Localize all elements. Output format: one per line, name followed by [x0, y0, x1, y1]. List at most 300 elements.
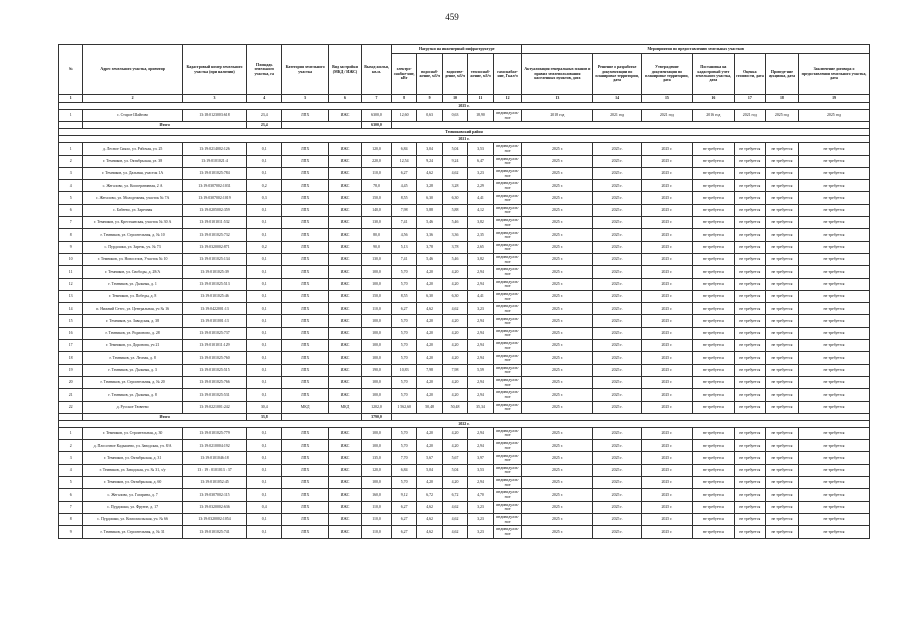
approval-cell: 2025 г. — [641, 340, 692, 352]
heat-cell: 3,23 — [468, 513, 493, 525]
column-numbers-row — [59, 95, 870, 103]
table-row — [59, 266, 870, 278]
address-cell: г. Темников, ул. Дальняя, д. 1 — [83, 278, 183, 290]
drain-cell: 4,20 — [442, 376, 467, 388]
auction-cell: не требуется — [765, 452, 798, 464]
water-cell: 5,46 — [417, 253, 442, 265]
year-label: 2025 г. — [59, 103, 870, 110]
decision-cell: 2025 г. — [593, 290, 642, 302]
heat-cell: 6,47 — [468, 155, 493, 167]
category-cell: ЛПХ — [282, 452, 328, 464]
auction-cell: не требуется — [765, 253, 798, 265]
water-cell: 4,62 — [417, 167, 442, 179]
valuation-cell: не требуется — [734, 217, 765, 229]
output-cell: 90,0 — [362, 241, 392, 253]
drain-cell: 9,24 — [442, 155, 467, 167]
header-drain: водоотве-дение, м3/ч — [442, 54, 467, 95]
valuation-cell: не требуется — [734, 352, 765, 364]
output-cell: 1202,0 — [362, 401, 392, 413]
address-cell: с. Жегалово, ул. Гагарина, д. 7 — [83, 489, 183, 501]
electric-cell: 5,70 — [391, 376, 416, 388]
cadastral-cell: 13:19:0101025:134 — [182, 253, 246, 265]
cadastral-cell: 13:19:0101025:513 — [182, 278, 246, 290]
cadastral-cell: 13:19:0320002:636 — [182, 501, 246, 513]
table-row — [59, 167, 870, 179]
actualization-cell: 2025 г. — [522, 217, 593, 229]
contract-cell: не требуется — [799, 489, 870, 501]
actualization-cell: 2025 г. — [522, 303, 593, 315]
construction-cell: ИЖС — [328, 192, 361, 204]
auction-cell: не требуется — [765, 526, 798, 538]
column-number: 9 — [417, 95, 442, 103]
registration-cell: не требуется — [692, 180, 734, 192]
heat-cell: 3,23 — [468, 167, 493, 179]
registration-cell: не требуется — [692, 290, 734, 302]
row-number: 1 — [59, 427, 83, 439]
actualization-cell: 2025 г. — [522, 290, 593, 302]
address-cell: п. Нижний Сетес, ул. Центральная, уч № 16 — [83, 303, 183, 315]
water-cell: 4,20 — [417, 389, 442, 401]
heat-cell: 2,94 — [468, 340, 493, 352]
category-cell: ЛПХ — [282, 278, 328, 290]
construction-cell: ИЖС — [328, 204, 361, 216]
heat-cell: 3,23 — [468, 501, 493, 513]
auction-cell: не требуется — [765, 303, 798, 315]
electric-cell: 6,84 — [391, 464, 416, 476]
drain-cell: 5,04 — [442, 464, 467, 476]
construction-cell: ИЖС — [328, 376, 361, 388]
total-label: Итого — [83, 413, 247, 420]
address-cell: г. Темников, ул. Строительная, д. № 31 — [83, 526, 183, 538]
table-row — [59, 364, 870, 376]
valuation-cell: не требуется — [734, 290, 765, 302]
actualization-cell: 2018 год — [522, 110, 593, 122]
decision-cell: 2025 г. — [593, 143, 642, 155]
auction-cell: не требуется — [765, 389, 798, 401]
approval-cell: 2025 г. — [641, 217, 692, 229]
heat-cell: 3,23 — [468, 303, 493, 315]
table-row — [59, 452, 870, 464]
output-cell: 110,0 — [362, 526, 392, 538]
area-cell: 0,1 — [247, 489, 282, 501]
drain-cell: 5,46 — [442, 217, 467, 229]
column-number: 18 — [765, 95, 798, 103]
electric-cell: 7,98 — [391, 204, 416, 216]
approval-cell: 2025 г. — [641, 452, 692, 464]
output-cell: 100,0 — [362, 278, 392, 290]
area-cell: 0,1 — [247, 217, 282, 229]
row-number: 4 — [59, 464, 83, 476]
area-cell: 0,1 — [247, 303, 282, 315]
registration-cell: не требуется — [692, 241, 734, 253]
output-cell: 130,0 — [362, 217, 392, 229]
heat-cell: 2,94 — [468, 266, 493, 278]
heat-cell: 3,53 — [468, 143, 493, 155]
auction-cell: не требуется — [765, 501, 798, 513]
header-registration: Постановка на кадастровый учет земельного участка, дата — [692, 54, 734, 95]
output-cell: 100,0 — [362, 389, 392, 401]
area-cell: 0,1 — [247, 477, 282, 489]
address-cell: г. Темников, ул. Родионово, д. 28 — [83, 327, 183, 339]
cadastral-cell: 13:19:0101025:760 — [182, 352, 246, 364]
heat-cell: 2,94 — [468, 315, 493, 327]
table-row — [59, 303, 870, 315]
header-actualization: Актуализация генеральных планов и правил землепользования населенных пунктов, дата — [522, 54, 593, 95]
output-cell: 110,0 — [362, 501, 392, 513]
cadastral-cell: 13 : 19 : 0101013 : 37 — [182, 464, 246, 476]
header-infra-group: Нагрузки на инженерный инфраструктуре — [391, 45, 522, 54]
output-cell: 110,0 — [362, 167, 392, 179]
decision-cell: 2025 г. — [593, 229, 642, 241]
category-cell: ЛПХ — [282, 180, 328, 192]
heat-cell: 2,94 — [468, 389, 493, 401]
auction-cell: не требуется — [765, 440, 798, 452]
table-row — [59, 253, 870, 265]
cadastral-cell: 13:18:0123003:618 — [182, 110, 246, 122]
column-number: 3 — [182, 95, 246, 103]
auction-cell: не требуется — [765, 143, 798, 155]
approval-cell: 2021 год — [641, 110, 692, 122]
actualization-cell: 2025 г. — [522, 513, 593, 525]
registration-cell: не требуется — [692, 513, 734, 525]
registration-cell: не требуется — [692, 352, 734, 364]
row-number: 9 — [59, 241, 83, 253]
gas-cell: индивидуаль-ное — [493, 376, 522, 388]
electric-cell: 9,12 — [391, 489, 416, 501]
auction-cell: не требуется — [765, 278, 798, 290]
decision-cell: 2025 г. — [593, 327, 642, 339]
construction-cell: ИЖС — [328, 155, 361, 167]
table-row — [59, 110, 870, 122]
construction-cell: ИЖС — [328, 427, 361, 439]
output-cell: 100,0 — [362, 352, 392, 364]
approval-cell: 2025 г. — [641, 489, 692, 501]
valuation-cell: не требуется — [734, 253, 765, 265]
construction-cell: ИЖС — [328, 241, 361, 253]
electric-cell: 12,54 — [391, 155, 416, 167]
actualization-cell: 2025 г. — [522, 401, 593, 413]
decision-cell: 2025 г. — [593, 266, 642, 278]
output-cell: 100,0 — [362, 477, 392, 489]
heat-cell: 2,94 — [468, 376, 493, 388]
area-cell: 0,1 — [247, 278, 282, 290]
gas-cell: индивидуаль-ное — [493, 155, 522, 167]
table-row — [59, 278, 870, 290]
valuation-cell: не требуется — [734, 180, 765, 192]
valuation-cell: не требуется — [734, 315, 765, 327]
address-cell: с. Бабеево, ул. Заречная — [83, 204, 183, 216]
valuation-cell: не требуется — [734, 340, 765, 352]
address-cell: г. Темников, ул. Дальняя, участок 1А — [83, 167, 183, 179]
address-cell: г. Темников, ул. Лесная, д. 8 — [83, 352, 183, 364]
drain-cell: 3,78 — [442, 241, 467, 253]
area-cell: 0,1 — [247, 440, 282, 452]
water-cell: 3,28 — [417, 180, 442, 192]
table-row — [59, 352, 870, 364]
cadastral-cell: 13:19:0205002:359 — [182, 204, 246, 216]
drain-cell: 4,20 — [442, 327, 467, 339]
gas-cell: индивидуаль-ное — [493, 477, 522, 489]
valuation-cell: не требуется — [734, 192, 765, 204]
cadastral-cell: 13:19:0101011:129 — [182, 340, 246, 352]
output-cell: 160,0 — [362, 489, 392, 501]
valuation-cell: не требуется — [734, 464, 765, 476]
gas-cell: индивидуаль-ное — [493, 513, 522, 525]
construction-cell: ИЖС — [328, 229, 361, 241]
auction-cell: не требуется — [765, 180, 798, 192]
column-number: 4 — [247, 95, 282, 103]
approval-cell: 2025 г. — [641, 513, 692, 525]
area-cell: 0,1 — [247, 204, 282, 216]
table-row — [59, 376, 870, 388]
decision-cell: 2025 г. — [593, 253, 642, 265]
gas-cell: индивидуаль-ное — [493, 352, 522, 364]
gas-cell: индивидуаль-ное — [493, 340, 522, 352]
approval-cell: 2025 г. — [641, 464, 692, 476]
decision-cell: 2025 г. — [593, 464, 642, 476]
gas-cell: индивидуаль-ное — [493, 204, 522, 216]
cadastral-cell: 13:19:0320002:1054 — [182, 513, 246, 525]
approval-cell: 2025 г. — [641, 278, 692, 290]
registration-cell: не требуется — [692, 155, 734, 167]
cadastral-cell: 13:19:0101025:46 — [182, 290, 246, 302]
empty-cell — [391, 413, 869, 420]
address-cell: г. Темников, ул. Строительная, д. № 20 — [83, 376, 183, 388]
address-cell: г. Темников, ул. Октябрьская, ул. 38 — [83, 155, 183, 167]
actualization-cell: 2025 г. — [522, 352, 593, 364]
header-measures-group: Мероприятия по предоставлению земельных участков — [522, 45, 870, 54]
electric-cell: 4,56 — [391, 229, 416, 241]
total-output: 6300,0 — [362, 122, 392, 129]
cadastral-cell: 13:19:0320002:871 — [182, 241, 246, 253]
auction-cell: не требуется — [765, 401, 798, 413]
registration-cell: не требуется — [692, 303, 734, 315]
contract-cell: не требуется — [799, 327, 870, 339]
column-number: 13 — [522, 95, 593, 103]
drain-cell: 4,62 — [442, 513, 467, 525]
area-cell: 0,1 — [247, 167, 282, 179]
address-cell: с. Пурдошки, ул. Комсомольская, уч. № 66 — [83, 513, 183, 525]
registration-cell: не требуется — [692, 278, 734, 290]
gas-cell: индивидуаль-ное — [493, 489, 522, 501]
empty-cell — [391, 122, 869, 129]
auction-cell: не требуется — [765, 266, 798, 278]
decision-cell: 2025 г. — [593, 452, 642, 464]
construction-cell: ИЖС — [328, 501, 361, 513]
electric-cell: 5,70 — [391, 278, 416, 290]
cadastral-cell: 13:19:0422001:13 — [182, 303, 246, 315]
construction-cell: ИЖС — [328, 303, 361, 315]
category-cell: ЛПХ — [282, 364, 328, 376]
total-row — [59, 122, 870, 129]
actualization-cell: 2025 г. — [522, 340, 593, 352]
output-cell: 150,0 — [362, 290, 392, 302]
actualization-cell: 2025 г. — [522, 315, 593, 327]
water-cell: 9,24 — [417, 155, 442, 167]
cadastral-cell: 13:19:0101025:515 — [182, 364, 246, 376]
gas-cell: индивидуаль-ное — [493, 253, 522, 265]
row-number: 5 — [59, 192, 83, 204]
registration-cell: не требуется — [692, 253, 734, 265]
drain-cell: 4,20 — [442, 315, 467, 327]
drain-cell: 5,46 — [442, 253, 467, 265]
contract-cell: не требуется — [799, 501, 870, 513]
decision-cell: 2025 г. — [593, 278, 642, 290]
column-number: 17 — [734, 95, 765, 103]
decision-cell: 2025 г. — [593, 180, 642, 192]
drain-cell: 5,67 — [442, 452, 467, 464]
approval-cell: 2025 г. — [641, 440, 692, 452]
category-cell: МКД — [282, 401, 328, 413]
electric-cell: 5,70 — [391, 352, 416, 364]
water-cell: 4,20 — [417, 477, 442, 489]
decision-cell: 2025 г. — [593, 315, 642, 327]
area-cell: 0,1 — [247, 315, 282, 327]
area-cell: 0,1 — [247, 526, 282, 538]
drain-cell: 3,28 — [442, 180, 467, 192]
electric-cell: 6,27 — [391, 526, 416, 538]
page-number: 459 — [445, 12, 459, 22]
contract-cell: не требуется — [799, 477, 870, 489]
table-row — [59, 155, 870, 167]
category-cell: ЛПХ — [282, 266, 328, 278]
approval-cell: 2025 г. — [641, 192, 692, 204]
drain-cell: 50,48 — [442, 401, 467, 413]
cadastral-cell: 13:19:0101052:45 — [182, 477, 246, 489]
contract-cell: не требуется — [799, 427, 870, 439]
electric-cell: 12,60 — [391, 110, 416, 122]
output-cell: 120,0 — [362, 464, 392, 476]
drain-cell: 6,30 — [442, 192, 467, 204]
cadastral-cell: 13:19:0101046:18 — [182, 452, 246, 464]
header-approval: Утверждение документации по планировке территории, дата — [641, 54, 692, 95]
header-electric: электро-снабже-ние, кВт — [391, 54, 416, 95]
drain-cell: 4,20 — [442, 266, 467, 278]
contract-cell: не требуется — [799, 401, 870, 413]
auction-cell: не требуется — [765, 364, 798, 376]
heat-cell: 3,53 — [468, 464, 493, 476]
column-number: 1 — [59, 95, 83, 103]
contract-cell: не требуется — [799, 241, 870, 253]
address-cell: д. Лесное Сияло, ул. Рабочая, ул. 25 — [83, 143, 183, 155]
drain-cell: 4,20 — [442, 352, 467, 364]
valuation-cell: не требуется — [734, 526, 765, 538]
gas-cell: индивидуаль-ное — [493, 110, 522, 122]
category-cell: ЛПХ — [282, 477, 328, 489]
heat-cell: 18,90 — [468, 110, 493, 122]
gas-cell: индивидуаль-ное — [493, 501, 522, 513]
construction-cell: ИЖС — [328, 253, 361, 265]
cadastral-cell: 13:19:0101025:766 — [182, 376, 246, 388]
output-cell: 100,0 — [362, 340, 392, 352]
valuation-cell: не требуется — [734, 440, 765, 452]
category-cell: ЛПХ — [282, 427, 328, 439]
category-cell: ЛПХ — [282, 192, 328, 204]
heat-cell: 5,59 — [468, 364, 493, 376]
water-cell: 4,20 — [417, 315, 442, 327]
contract-cell: не требуется — [799, 513, 870, 525]
gas-cell: индивидуаль-ное — [493, 290, 522, 302]
water-cell: 6,30 — [417, 290, 442, 302]
actualization-cell: 2025 г. — [522, 501, 593, 513]
construction-cell: ИЖС — [328, 352, 361, 364]
electric-cell: 8,55 — [391, 290, 416, 302]
area-cell: 0,1 — [247, 376, 282, 388]
category-cell: ЛПХ — [282, 526, 328, 538]
electric-cell: 4,45 — [391, 180, 416, 192]
header-num: № — [59, 45, 83, 95]
area-cell: 0,1 — [247, 143, 282, 155]
header-cadastral: Кадастровый номер земельного участка (при наличии) — [182, 45, 246, 95]
row-number: 6 — [59, 204, 83, 216]
construction-cell: ИЖС — [328, 180, 361, 192]
water-cell: 5,67 — [417, 452, 442, 464]
drain-cell: 5,88 — [442, 204, 467, 216]
registration-cell: не требуется — [692, 217, 734, 229]
table-row — [59, 464, 870, 476]
actualization-cell: 2025 г. — [522, 526, 593, 538]
electric-cell: 10,83 — [391, 364, 416, 376]
decision-cell: 2025 г. — [593, 376, 642, 388]
row-number: 3 — [59, 167, 83, 179]
address-cell: г. Темников, ул. Заводская, уч. № 31, з/у — [83, 464, 183, 476]
area-cell: 23,4 — [247, 110, 282, 122]
year-label: 2022 г. — [59, 420, 870, 427]
table-row — [59, 180, 870, 192]
table-row — [59, 327, 870, 339]
gas-cell: индивидуаль-ное — [493, 315, 522, 327]
construction-cell: ИЖС — [328, 389, 361, 401]
decision-cell: 2021 год — [593, 110, 642, 122]
construction-cell: ИЖС — [328, 489, 361, 501]
construction-cell: ИЖС — [328, 278, 361, 290]
land-plots-table — [58, 44, 870, 539]
row-number: 10 — [59, 253, 83, 265]
heat-cell: 2,94 — [468, 477, 493, 489]
approval-cell: 2025 г. — [641, 327, 692, 339]
area-cell: 0,1 — [247, 290, 282, 302]
table-row — [59, 192, 870, 204]
column-number: 8 — [391, 95, 416, 103]
auction-cell: не требуется — [765, 290, 798, 302]
electric-cell: 7,41 — [391, 217, 416, 229]
table-row — [59, 389, 870, 401]
approval-cell: 2025 г. — [641, 229, 692, 241]
contract-cell: не требуется — [799, 440, 870, 452]
gas-cell: индивидуаль-ное — [493, 452, 522, 464]
valuation-cell: не требуется — [734, 241, 765, 253]
auction-cell: не требуется — [765, 229, 798, 241]
gas-cell: индивидуаль-ное — [493, 389, 522, 401]
construction-cell: ИЖС — [328, 513, 361, 525]
header-decision: Решение о разработке документации по планировке территории, дата — [593, 54, 642, 95]
electric-cell: 5,70 — [391, 440, 416, 452]
year-row — [59, 420, 870, 427]
cadastral-cell: 13:19:0101025:784 — [182, 167, 246, 179]
category-cell: ЛПХ — [282, 464, 328, 476]
auction-cell: не требуется — [765, 464, 798, 476]
valuation-cell: не требуется — [734, 376, 765, 388]
actualization-cell: 2025 г. — [522, 376, 593, 388]
actualization-cell: 2025 г. — [522, 155, 593, 167]
registration-cell: не требуется — [692, 477, 734, 489]
category-cell: ЛПХ — [282, 241, 328, 253]
contract-cell: не требуется — [799, 143, 870, 155]
address-cell: г. Темников, ул. Дальняя, д. 3 — [83, 364, 183, 376]
row-number: 2 — [59, 440, 83, 452]
cadastral-cell: 13:19:0101011:532 — [182, 217, 246, 229]
electric-cell: 5,70 — [391, 389, 416, 401]
